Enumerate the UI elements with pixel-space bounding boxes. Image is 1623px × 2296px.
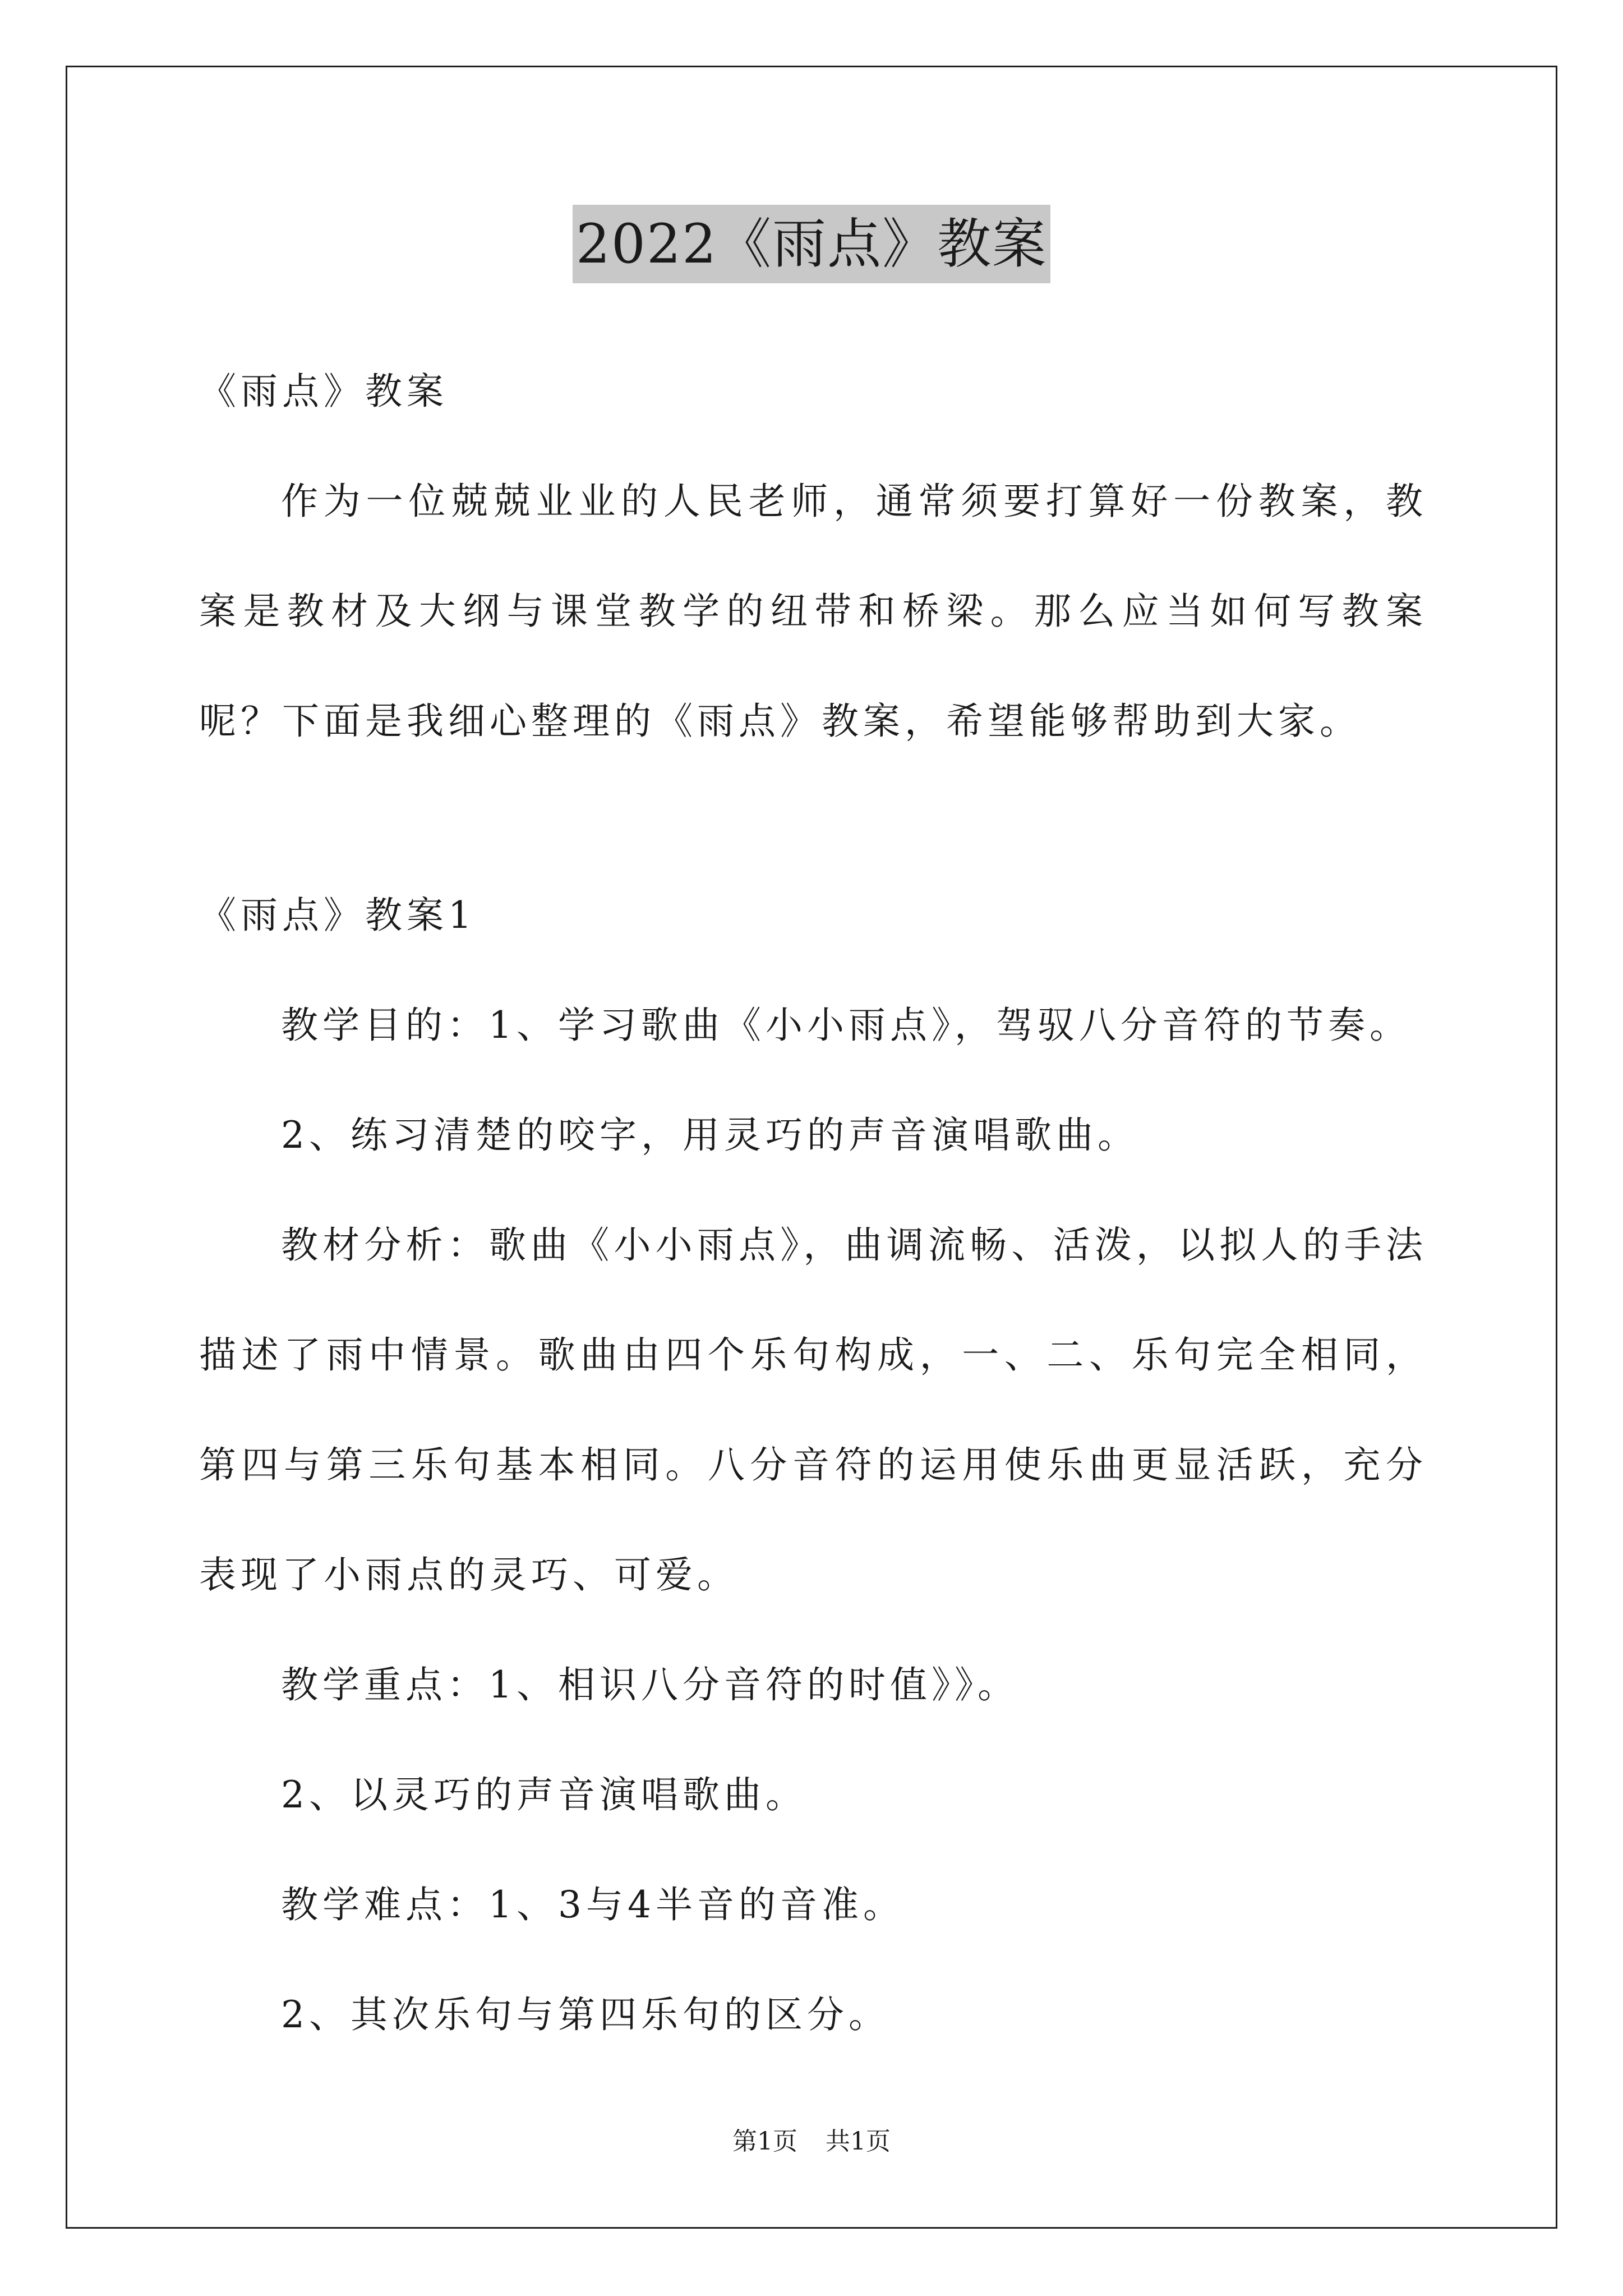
difficulty-1: 教学难点：1、3与4半音的音准。 bbox=[281, 1883, 905, 1926]
key-point-1: 教学重点：1、相识八分音符的时值》》。 bbox=[281, 1663, 1019, 1706]
material-analysis: 教材分析：歌曲《小小雨点》，曲调流畅、活泼，以拟人的手法描述了雨中情景。歌曲由四个乐句构成，一、二、乐句完全相同，第四与第三乐句基本相同。八分音符的运用使乐曲更显活跃，充分表现了小雨点的灵巧、可爱。 bbox=[199, 1223, 1427, 1596]
document-body bbox=[199, 337, 1427, 2070]
key-point-2: 2、以灵巧的声音演唱歌曲。 bbox=[281, 1773, 807, 1816]
difficulty-2: 2、其次乐句与第四乐句的区分。 bbox=[281, 1993, 890, 2036]
section-heading-1: 《雨点》教案1 bbox=[199, 894, 476, 937]
page-footer bbox=[0, 2125, 1623, 2159]
page-total: 共1页 bbox=[826, 2127, 891, 2156]
section-heading: 《雨点》教案 bbox=[199, 370, 448, 413]
title-container bbox=[0, 205, 1623, 283]
page-number: 第1页 bbox=[732, 2127, 797, 2156]
document-title: 2022《雨点》教案 bbox=[573, 205, 1050, 283]
teaching-goal-2: 2、练习清楚的咬字，用灵巧的声音演唱歌曲。 bbox=[281, 1114, 1139, 1157]
section-spacer bbox=[199, 776, 1427, 861]
intro-paragraph: 作为一位兢兢业业的人民老师，通常须要打算好一份教案，教案是教材及大纲与课堂教学的纽带和桥梁。那么应当如何写教案呢？下面是我细心整理的《雨点》教案，希望能够帮助到大家。 bbox=[199, 480, 1427, 743]
teaching-goal-1: 教学目的：1、学习歌曲《小小雨点》，驾驭八分音符的节奏。 bbox=[281, 1004, 1411, 1047]
